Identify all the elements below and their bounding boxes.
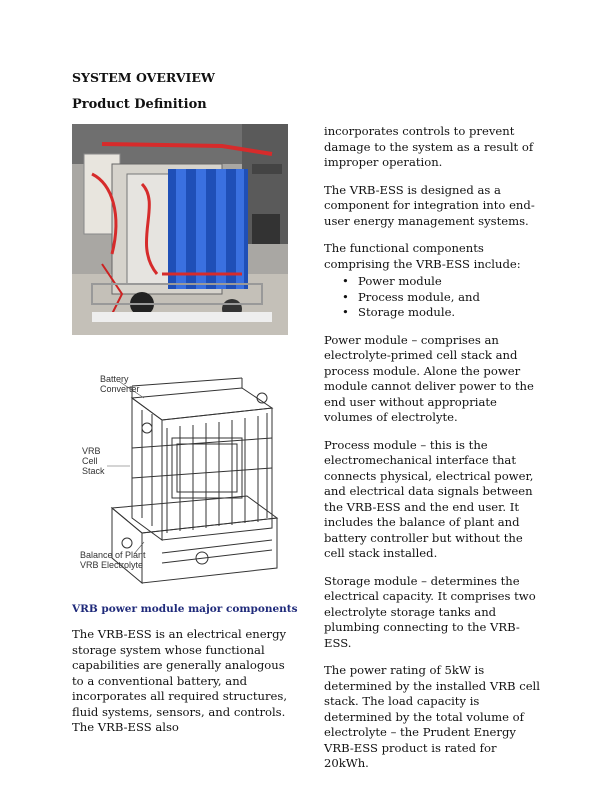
paragraph-power-module: Power module – comprises an electrolyte-primed cell stack and process module. Alone the power module cannot deliver power to the end user without appropriate volumes of electrolyte. [324, 332, 534, 424]
paragraph-storage-module: Storage module – determines the electrical capacity. It comprises two electrolyte storage tanks and plumbing connecting to the VRB-ESS. [324, 573, 536, 650]
power-module-diagram [72, 368, 288, 588]
callout-vrb: VRB [82, 446, 101, 456]
callout-vrb-electrolyte: VRB Electrolyte [80, 560, 144, 570]
callout-stack: Stack [82, 466, 105, 476]
list-item: • Power module [358, 274, 544, 290]
figure-caption: VRB power module major components [72, 603, 298, 615]
paragraph-2: The VRB-ESS is designed as a component for integration into end-user energy management systems. [324, 182, 535, 228]
callout-battery: Battery [100, 374, 129, 384]
callout-cell: Cell [82, 456, 98, 466]
subsection-heading: Product Definition [72, 97, 207, 112]
callout-converter: Converter [100, 384, 140, 394]
list-item: • Storage module. [358, 305, 544, 321]
paragraph-3: The functional components comprising the VRB-ESS include: [324, 241, 521, 271]
list-item: • Process module, and [358, 290, 544, 306]
right-column [324, 124, 544, 784]
power-module-photo [72, 124, 288, 335]
paragraph-1: incorporates controls to prevent damage to the system as a result of improper operation. [324, 124, 534, 169]
component-list [324, 274, 544, 321]
paragraph-process-module: Process module – this is the electromechanical interface that connects physical, electrical power, and electrical data signals between the VRB-ESS and the end user. It includes the balance of plant and battery controller but without the cell stack installed. [324, 437, 534, 560]
paragraph-power-rating: The power rating of 5kW is determined by the installed VRB cell stack. The load capacity is determined by the total volume of electrolyte – the Prudent Energy VRB-ESS product is rated for 20kWh. [324, 663, 540, 770]
callout-balance-of-plant: Balance of Plant [80, 550, 146, 560]
left-paragraph: The VRB-ESS is an electrical energy storage system whose functional capabilities are generally analogous to a conventional battery, and incorporates all required structures, fluid systems, sensors, and controls. The VRB-ESS also [72, 627, 287, 734]
section-heading: SYSTEM OVERVIEW [72, 70, 215, 85]
